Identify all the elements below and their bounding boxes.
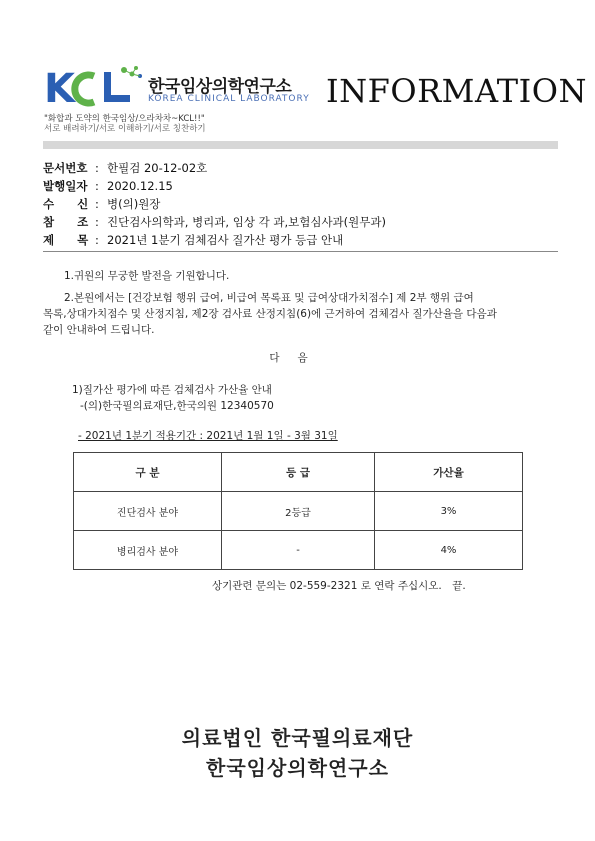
paragraph-2-line3: 같이 안내하여 드립니다. (43, 324, 155, 336)
meta-issue-date: 발행일자 : 2020.12.15 (43, 179, 173, 193)
meta-subject: 제 목 : 2021년 1분기 검체검사 질가산 평가 등급 안내 (43, 233, 344, 247)
svg-text:K: K (44, 66, 75, 108)
table-header-cell: 가산율 (375, 453, 523, 492)
item-1: 1)질가산 평가에 따른 검체검사 가산율 안내 (72, 384, 272, 396)
table-header-cell: 등 급 (222, 453, 375, 492)
meta-divider (43, 251, 558, 252)
brand-english-name: KOREA CLINICAL LABORATORY (148, 94, 310, 104)
slogan-line2: 서로 배려하기/서로 이해하기/서로 칭찬하기 (44, 124, 206, 134)
meta-doc-number: 문서번호 : 한필검 20-12-02호 (43, 161, 208, 175)
paragraph-1: 1.귀원의 무궁한 발전을 기원합니다. (64, 270, 230, 282)
table-header-row (74, 453, 523, 492)
table-header-cell: 구 분 (74, 453, 222, 492)
signature-lab: 한국임상의학연구소 (206, 756, 389, 780)
brand-korean-name: 한국임상의학연구소 (148, 77, 292, 97)
contact-note: 상기관련 문의는 02-559-2321 로 연락 주십시오. 끝. (212, 580, 466, 592)
meta-reference: 참 조 : 진단검사의학과, 병리과, 임상 각 과,보험심사과(원무과) (43, 215, 386, 229)
meta-recipient: 수 신 : 병(의)원장 (43, 197, 161, 211)
application-period: - 2021년 1분기 적용기간 : 2021년 1월 1일 - 3월 31일 (78, 430, 338, 442)
kcl-logo-icon (44, 64, 154, 108)
table-cell: - (222, 531, 375, 570)
paragraph-2-line2: 목록,상대가치점수 및 산정지침, 제2장 검사료 산정지침(6)에 근거하여 검체검사 질가산율을 다음과 (43, 308, 497, 320)
slogan-line1: "화합과 도약의 한국임상/으라차차~KCL!!" (44, 114, 205, 124)
table-cell: 진단검사 분야 (74, 492, 222, 531)
table-cell: 3% (375, 492, 523, 531)
table-row (74, 492, 523, 531)
table-cell: 2등급 (222, 492, 375, 531)
document-title: INFORMATION (326, 72, 588, 110)
paragraph-2-line1: 2.본원에서는 [건강보험 행위 급여, 비급여 목록표 및 급여상대가치점수] 제 2부 행위 급여 (64, 292, 474, 304)
item-1-sub: -(의)한국필의료재단,한국의원 12340570 (80, 400, 274, 412)
table-row (74, 531, 523, 570)
section-title: 다음 (269, 352, 326, 364)
header-divider-bar (43, 141, 558, 149)
table-cell: 4% (375, 531, 523, 570)
table-cell: 병리검사 분야 (74, 531, 222, 570)
grade-table (73, 452, 523, 570)
signature-foundation: 의료법인 한국필의료재단 (181, 726, 414, 750)
